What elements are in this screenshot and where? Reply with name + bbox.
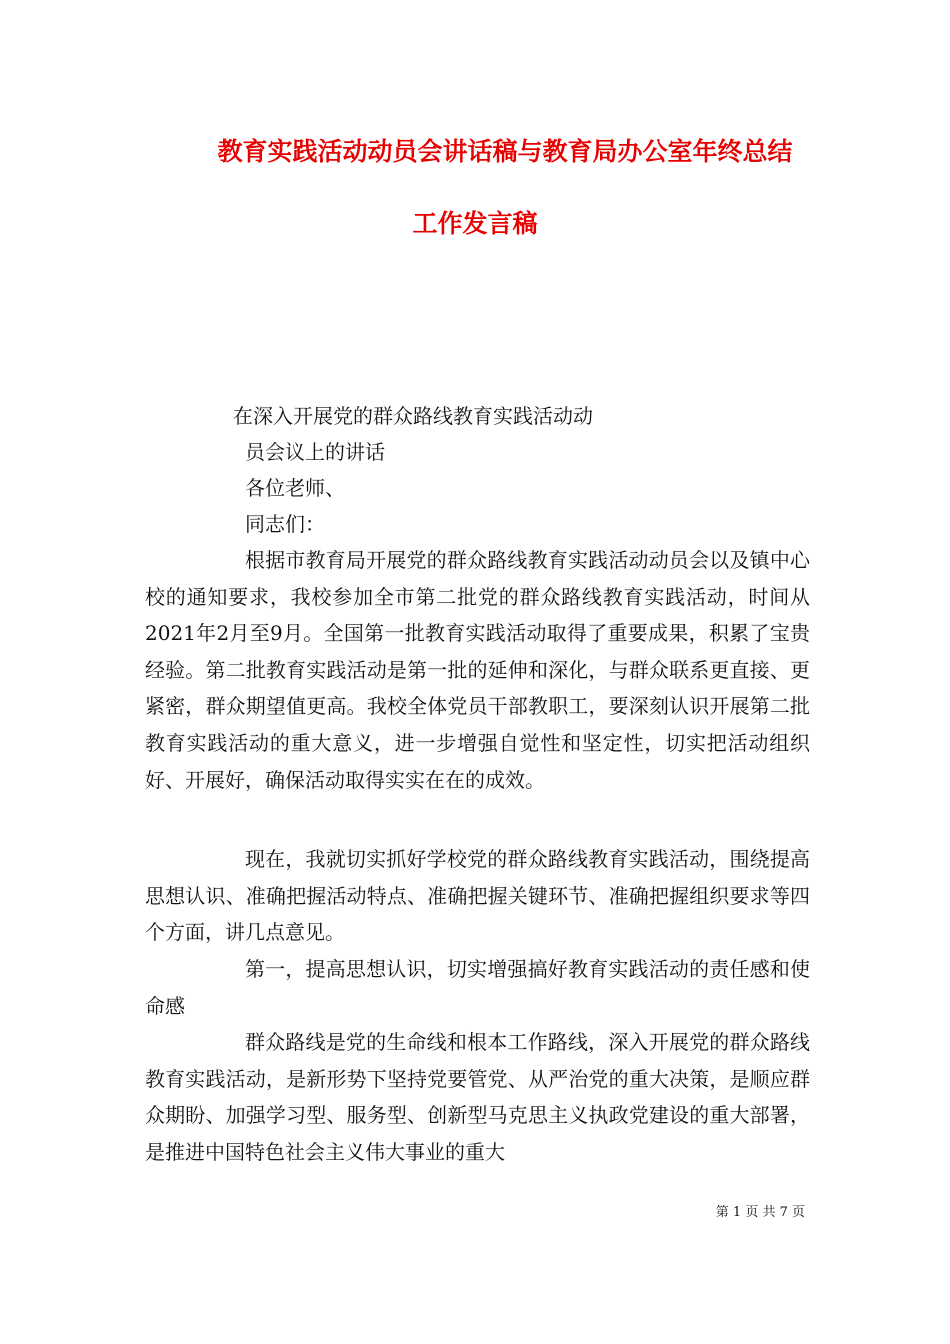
page-number-footer: 第 1 页 共 7 页 (715, 1205, 805, 1220)
salutation-line-1: 各位老师、 (245, 476, 345, 500)
document-title-line-2: 工作发言稿 (412, 209, 538, 238)
body-paragraph-1: 根据市教育局开展党的群众路线教育实践活动动员会以及镇中心校的通知要求，我校参加全市第二批党的群众路线教育实践活动，时间从2021年2月至9月。全国第一批教育实践活动取得了重要成果，积累了宝贵经验。第二批教育实践活动是第一批的延伸和深化，与群众联系更直接、更紧密，群众期望值更高。我校全体党员干部教职工，要深刻认识开展第二批教育实践活动的重大意义，进一步增强自觉性和坚定性，切实把活动组织好、开展好，确保活动取得实实在在的成效。 (145, 548, 810, 792)
body-paragraph-3: 群众路线是党的生命线和根本工作路线，深入开展党的群众路线教育实践活动，是新形势下坚持党要管党、从严治党的重大决策，是顺应群众期盼、加强学习型、服务型、创新型马克思主义执政党建设的重大部署，是推进中国特色社会主义伟大事业的重大 (145, 1030, 810, 1164)
section-heading-paragraph: 第一，提高思想认识，切实增强搞好教育实践活动的责任感和使命感 (145, 957, 810, 1018)
document-title-line-1: 教育实践活动动员会讲话稿与教育局办公室年终总结 (217, 137, 793, 166)
speech-heading-line-1: 在深入开展党的群众路线教育实践活动动 (233, 404, 593, 428)
salutation-line-2: 同志们： (245, 512, 325, 536)
body-paragraph-2: 现在，我就切实抓好学校党的群众路线教育实践活动，围绕提高思想认识、准确把握活动特点、准确把握关键环节、准确把握组织要求等四个方面，讲几点意见。 (145, 847, 810, 945)
speech-heading-line-2: 员会议上的讲话 (245, 440, 385, 464)
